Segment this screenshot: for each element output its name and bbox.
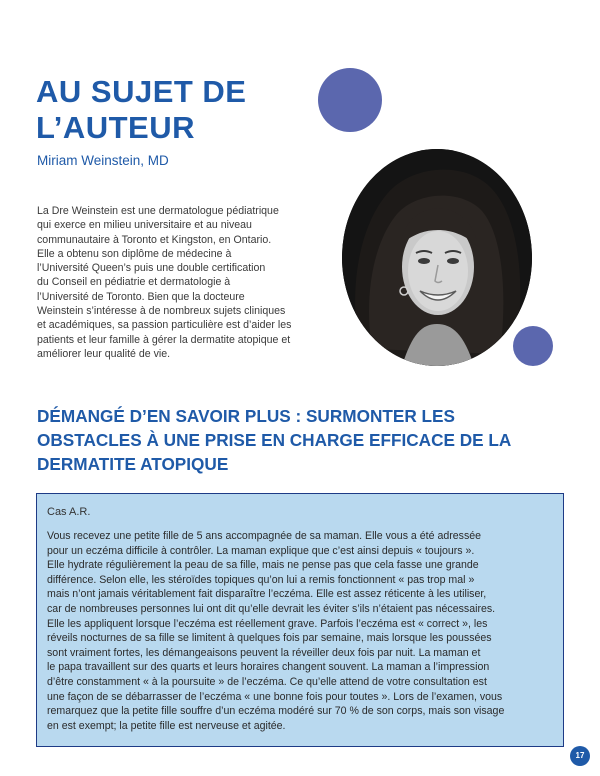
bio-line: La Dre Weinstein est une dermatologue pédiatrique [37, 205, 279, 217]
case-line: réveils nocturnes de sa fille se limitent à quelques fois par semaine, mais lorsque les poussées [47, 632, 492, 645]
bio-line: et académiques, sa passion particulière est d’aider les [37, 319, 292, 332]
section-title-line: DERMATITE ATOPIQUE [37, 454, 229, 474]
page-title-line-1: AU SUJET DE [36, 74, 247, 109]
author-portrait [342, 149, 532, 366]
case-text [47, 529, 553, 733]
bio-line: du Conseil en pédiatrie et dermatologie à [37, 276, 231, 289]
case-line: différence. Selon elle, les stéroïdes topiques qu’on lui a remis fonctionnent « pas trop mal » [47, 573, 475, 586]
case-line: car de nombreuses personnes lui ont dit qu’elle devrait les éviter s’ils n’étaient pas nécessaires. [47, 602, 496, 615]
case-line: Elle hydrate régulièrement la peau de sa fille, mais ne pense pas que cela fasse une grande [47, 559, 479, 572]
case-line: remarquez que la petite fille souffre d’un eczéma modéré sur 70 % de son corps, mais son visage [47, 705, 505, 718]
case-label: Cas A.R. [47, 506, 91, 518]
bio-line: Weinstein s’intéresse à de nombreux sujets cliniques [37, 305, 286, 318]
portrait-illustration [342, 149, 532, 366]
decorative-circle-small [513, 326, 553, 366]
section-title-line: OBSTACLES À UNE PRISE EN CHARGE EFFICACE DE LA [37, 430, 512, 450]
page-number-badge: 17 [570, 746, 590, 766]
author-bio [37, 204, 329, 361]
case-line: sont vraiment fortes, les démangeaisons peuvent la réveiller deux fois par nuit. La maman et [47, 646, 481, 659]
section-title [37, 404, 577, 476]
case-line: le papa travaillent sur des quarts et leurs horaires changent souvent. La maman a l’impression [47, 661, 490, 674]
case-line: Vous recevez une petite fille de 5 ans accompagnée de sa maman. Elle vous a été adressée [47, 530, 482, 542]
case-line: pour un eczéma difficile à contrôler. La maman explique que c’est ainsi depuis « toujours ». [47, 544, 475, 557]
page-title-line-2: L’AUTEUR [36, 110, 195, 145]
case-line: mais n’ont jamais véritablement fait disparaître l’eczéma. Elle est assez réticente à les utiliser, [47, 588, 487, 601]
page-title [36, 74, 246, 146]
bio-line: l’Université de Toronto. Bien que la docteure [37, 290, 245, 303]
case-line: Elle les appliquent lorsque l’eczéma est réellement grave. Parfois l’eczéma est « correct », les [47, 617, 488, 630]
bio-line: Elle a obtenu son diplôme de médecine à [37, 247, 232, 260]
case-line: d’être constamment « à la poursuite » de l’eczéma. Ce qu’elle attend de votre consultation est [47, 675, 487, 688]
section-title-line: DÉMANGÉ D’EN SAVOIR PLUS : SURMONTER LES [37, 406, 455, 426]
author-name: Miriam Weinstein, MD [37, 153, 169, 168]
bio-line: l’Université Queen’s puis une double certification [37, 262, 266, 275]
case-line: en est exempt; la petite fille est nerveuse et agitée. [47, 719, 286, 732]
bio-line: communautaire à Toronto et Kingston, en Ontario. [37, 233, 272, 246]
bio-line: patients et leur famille à gérer la dermatite atopique et [37, 333, 291, 346]
decorative-circle-large [318, 68, 382, 132]
bio-line: qui exerce en milieu universitaire et au niveau [37, 219, 252, 232]
case-study-box [36, 493, 564, 747]
bio-line: améliorer leur qualité de vie. [37, 347, 171, 360]
case-line: une façon de se débarrasser de l’eczéma « une bonne fois pour toutes ». Lors de l’examen, vous [47, 690, 503, 703]
